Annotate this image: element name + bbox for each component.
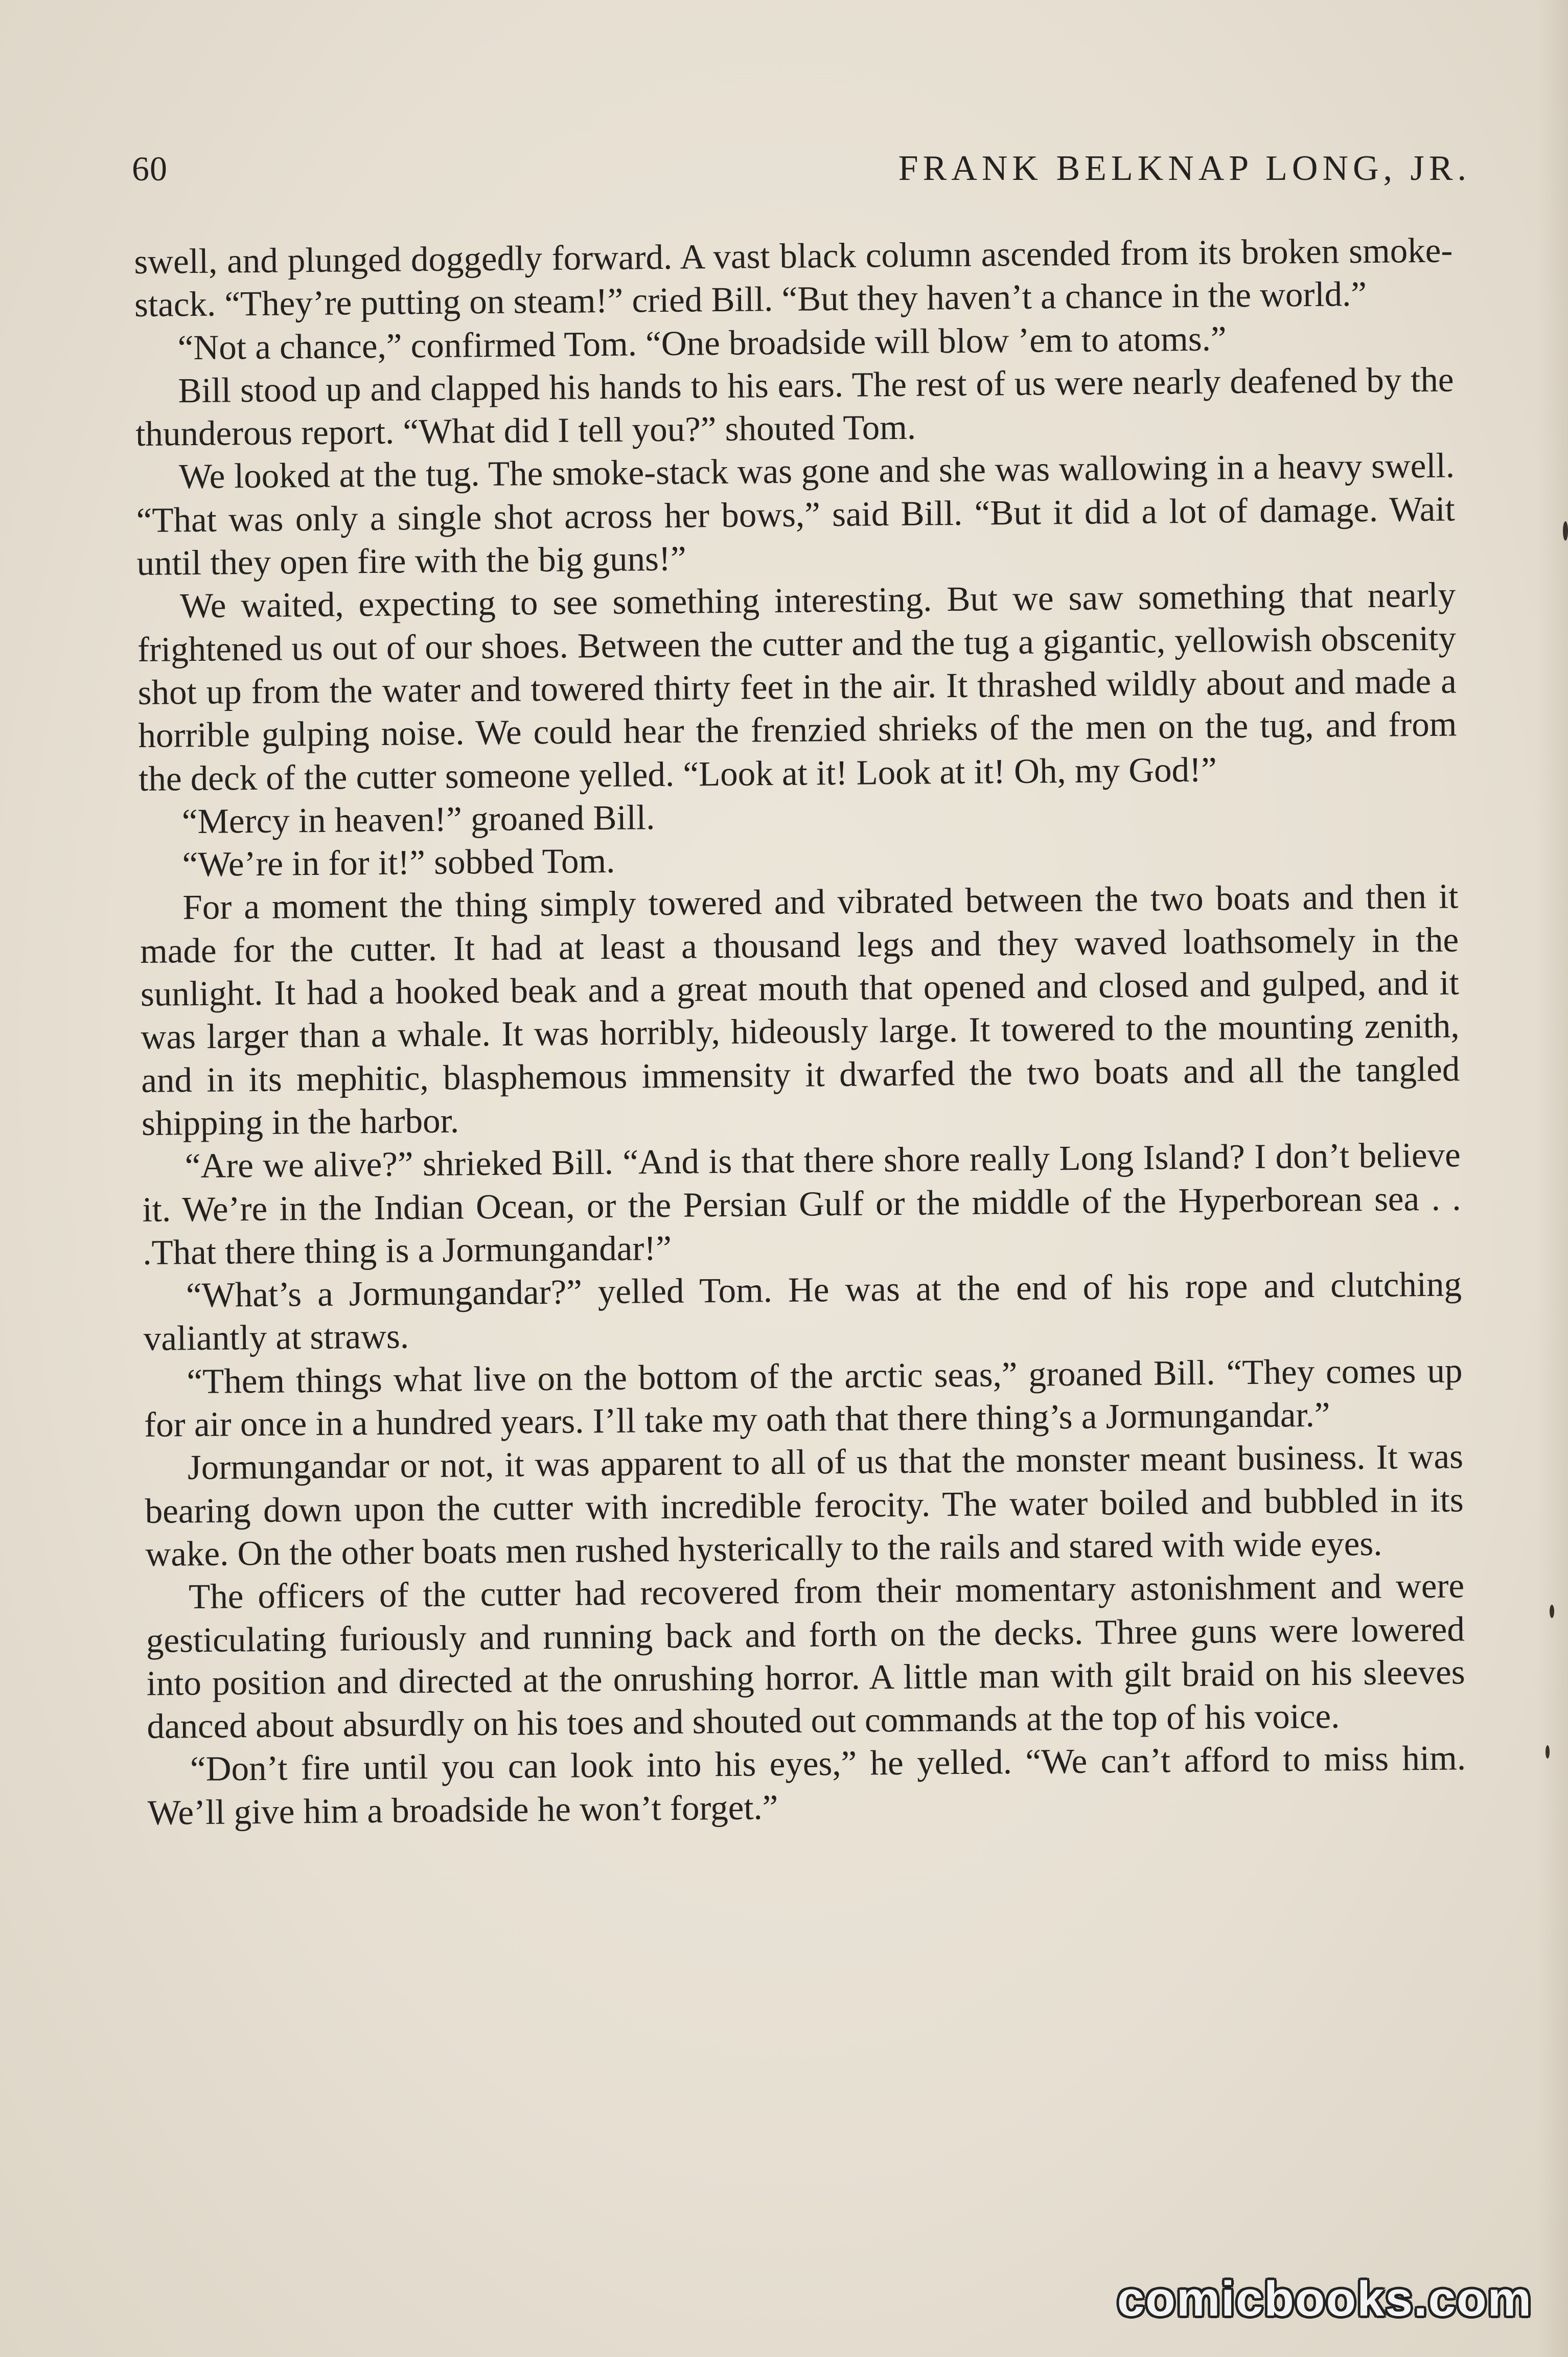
paragraph-4: We looked at the tug. The smoke-stack was gone and she was wallowing in a heavy swell. “That was only a single shot across her bows,” said Bill. “But it did a lot of damage. Wait until they open fire with the big guns!” [136, 446, 1456, 583]
ink-speck [1546, 1745, 1550, 1759]
paragraph-14: “Don’t fire until you can look into his eyes,” he yelled. “We can’t afford to miss him. We’ll give him a broadside he won’t forget.” [147, 1738, 1466, 1832]
body-text [134, 228, 1466, 1834]
paragraph-2: “Not a chance,” confirmed Tom. “One broadside will blow ’em to atoms.” [177, 318, 1227, 367]
paragraph-9: “Are we alive?” shrieked Bill. “And is that there shore really Long Island? I don’t believe it. We’re in the Indian Ocean, or the Persian Gulf or the middle of the Hyperborean sea . . .That there thing is a Jormungandar!” [142, 1135, 1461, 1272]
ink-speck [1563, 521, 1568, 541]
page-number: 60 [132, 149, 168, 188]
paragraph-5: We waited, expecting to see something interesting. But we saw something that nearly frightened us out of our shoes. Between the cutter and the tug a gigantic, yellowish obscenity shot up from the water and towered thirty feet in the air. It thrashed wildly about and made a horrible gulping noise. We could hear the frenzied shrieks of the men on the tug, and from the deck of the cutter someone yelled. “Look at it! Look at it! Oh, my God!” [137, 575, 1457, 798]
running-head [132, 141, 1471, 197]
ink-speck [1550, 1605, 1554, 1618]
running-title: FRANK BELKNAP LONG, JR. [898, 149, 1471, 188]
paragraph-10: “What’s a Jormungandar?” yelled Tom. He was at the end of his rope and clutching valiantly at straws. [143, 1264, 1462, 1358]
paragraph-11: “Them things what live on the bottom of the arctic seas,” groaned Bill. “They comes up for air once in a hundred years. I’ll take my oath that there thing’s a Jormungandar.” [144, 1351, 1463, 1444]
paragraph-8: For a moment the thing simply towered and vibrated between the two boats and then it made for the cutter. It had at least a thousand legs and they waved loathsomely in the sunlight. It had a hooked beak and a great mouth that opened and closed and gulped, and it was larger than a whale. It was horribly, hideously large. It towered to the mounting zenith, and in its mephitic, blasphemous immensity it dwarfed the two boats and all the tangled shipping in the harbor. [140, 876, 1460, 1143]
paragraph-6: “Mercy in heaven!” groaned Bill. [181, 798, 655, 841]
paragraph-3: Bill stood up and clapped his hands to his ears. The rest of us were nearly deafened by the thunderous report. “What did I tell you?” shouted Tom. [135, 360, 1454, 454]
paragraph-7: “We’re in for it!” sobbed Tom. [182, 841, 615, 884]
paragraph-13: The officers of the cutter had recovered from their momentary astonishment and were gesticulating furiously and running back and forth on the decks. Three guns were lowered into position and directed at the onrushing horror. A little man with gilt braid on his sleeves danced about absurdly on his toes and shouted out commands at the top of his voice. [146, 1566, 1465, 1746]
paragraph-12: Jormungandar or not, it was apparent to all of us that the monster meant business. It was bearing down upon the cutter with incredible ferocity. The water boiled and bubbled in its wake. On the other boats men rushed hysterically to the rails and stared with wide eyes. [145, 1437, 1464, 1574]
page-edge-shadow [1537, 0, 1568, 2357]
watermark-logo: comicbooks.com [1117, 2272, 1532, 2326]
paragraph-1: swell, and plunged doggedly forward. A vast black column ascended from its broken smoke-stack. “They’re putting on steam!” cried Bill. “But they haven’t a chance in the world.” [134, 230, 1453, 325]
